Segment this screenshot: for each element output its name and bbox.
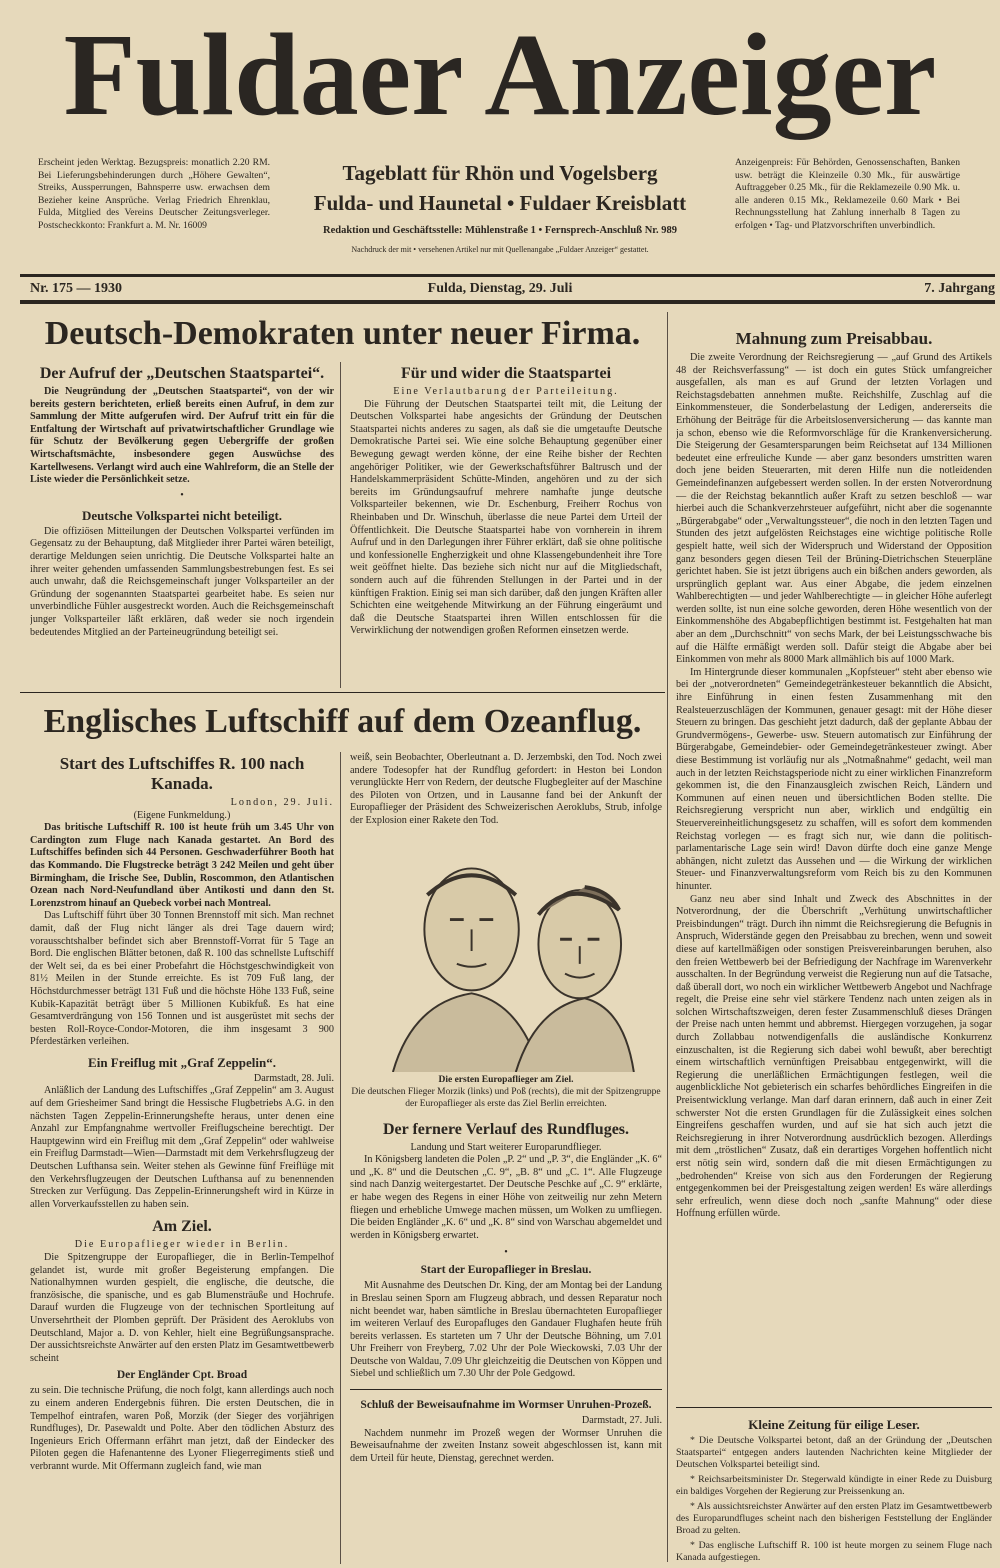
article-lead <box>30 822 334 910</box>
rule <box>676 1407 992 1408</box>
article-dateline: Darmstadt, 27. Juli. <box>581 1415 662 1427</box>
subscription-info: Erscheint jeden Werktag. Bezugspreis: monatlich 2.20 RM. Bei Lieferungsbehinderungen durch „Höhere Gewalten“, Streiks, Aussperrungen, Bahnsperre usw. erwachsen dem Bezieher keine Ansprüche. Verlag Friedrich Ehrenklau, Fulda, Mitglied des Vereins Deutscher Zeitungsverleger. Postscheckkonto: Frankfurt a. M. Nr. 16009 <box>38 157 270 231</box>
article-subhead: Der Engländer Cpt. Broad <box>116 1369 248 1382</box>
column-top-middle <box>350 362 662 688</box>
article-body <box>30 1252 334 1365</box>
article-title: Ein Freiflug mit „Graf Zeppelin“. <box>88 1054 276 1070</box>
article-body <box>350 1280 662 1381</box>
article-title: Schluß der Beweisaufnahme im Wormser Unruhen-Prozeß. <box>360 1399 652 1412</box>
paragraph: Das Luftschiff führt über 30 Tonnen Brennstoff mit sich. Man rechnet damit, daß der Flug nicht länger als drei Tage dauern wird; vorausschtshalber befindet sich aber Brennstoff-Vorrat für 5 Tage an Bord. Die englischen Blätter betonen, daß R. 100 das schnellste Luftschiff der Welt sei, da es bei einer Probefahrt die Höchstgeschwindigkeit von 81½ Meilen in der Stunde erreichte. Es ist 709 Fuß lang, der Höchstdurchmesser beträgt 131 Fuß und die höchste Höhe 133 Fuß, seine Kubik-Kapazität beträgt über 5 Millionen Kubikfuß. Es hat eine Gesamtverdrängung von 156 Tonnen und ist ausgerüstet mit sechs der besten Roll-Royce-Condor-Motoren, die ihm insgesamt 3 900 Pferdestärken verleihen. <box>30 910 334 1048</box>
paragraph: Die Spitzengruppe der Europaflieger, die in Berlin-Tempelhof gelandet ist, wurde mit großer Begeisterung empfangen. Die Nationalhymnen wurden gespielt, die englische, die deutsche, die französische, die spanische, und es gab Blumensträuße und Hochrufe. Darauf wurden die Flugzeuge von der technischen Sportleitung auf Unversehrtheit der Plomben geprüft. Der Präsident des Aeroklubs von Deutschland, Major a. D. von Kehler, hielt eine Begrüßungsansprache. Der aussichtsreichste Anwärter auf den ersten Platz im Gesamtwettbewerb scheint <box>30 1252 334 1364</box>
paragraph: Die Führung der Deutschen Staatspartei teilt mit, die Leitung der Deutschen Volkspartei habe angesichts der Gründung der Deutschen Staatspartei nichts anderes zu sagen, als daß sie die umgetaufte Deutsche Demokratische Partei sei. Wie eine solche Behauptung gegenüber einer Bewegung gewagt werden könne, der eine Reihe bisher der Rechten angehöriger Politiker, wie der Gewerkschaftsführer Baltrusch und der Handelskammerpräsident Schütte-Minden, angehören und zu der sich bereits im Gründungsaufruf mehrere namhafte junge deutsche Volksparteiler bekennen, wie Dr. Eschenburg, Freiherr Rochus von Rheinbaben und Dr. Winschuh, überlasse die neue Partei dem Urteil der Öffentlichkeit. Die Deutsche Staatspartei habe von vornherein in ihrem Aufruf und in den Darlegungen ihrer Führer erklärt, daß sie ohne politische und konfessionelle Engherzigkeit und ohne Klassengebundenheit ihre Tore weit geöffnet hielte. Das beziehe sich nicht nur auf die Mitgliedschaft, sondern auch auf die führenden Stellungen in der Partei und in der künftigen Fraktion. Einig sei man sich darüber, daß den jungen Kräften aller Schichten eine weitgehende Mitwirkung an der Führung eingeräumt und daß die Deutsche Staatspartei ihren Willen entschlossen für die Verwirklichung der notwendigen großen Reformen einsetzen werde. <box>350 398 662 637</box>
article-body <box>350 399 662 638</box>
paragraph: Die offiziösen Mitteilungen der Deutschen Volkspartei verfünden im Gegensatz zu der Behauptung, daß Mitglieder ihrer Partei wären beteiligt, derartige Meldungen seien unrichtig. Die Deutsche Volkspartei halte an ihrer weiter gehenden umfassenden Sammlungsbestrebungen fest. Es sei auch unwahr, daß die Reichsgemeinschaft junger Volksparteiler an der Gründung der sogenannten Staatspartei gearbeitet habe. Es seien nur unverbindliche Fühler ausgestreckt worden. Auch die Reichsgemeinschaft junger Volksparteiler läßt erklären, daß weder sie noch irgendein bedeutendes Mitglied an der Parteineugründung beteiligt sei. <box>30 525 334 638</box>
paragraph: Mit Ausnahme des Deutschen Dr. King, der am Montag bei der Landung in Breslau seinen Sporn am Flugzeug abbrach, und dessen Reparatur noch nicht beendet war, haben sämtliche in Breslau übernachteten Europaflieger im weiteren Verlauf des Europafluges den Gandauer Flughafen heute früh bereits verlassen. Es starteten um 7 Uhr der Deutsche Böhning, um 7.01 Uhr Freiherr von Freyberg, 7.02 Uhr der Pole Wieckowski, 7.03 Uhr der Deutsche von Waldau, 7.09 Uhr gleichzeitig die Deutschen von Köppen und Siebel und schließlich um 7.30 Uhr der Pole Gedgowd. <box>350 1280 662 1380</box>
paragraph: Nachdem nunmehr im Prozeß wegen der Wormser Unruhen die Beweisaufnahme der zweiten Instanz soweit abgeschlossen ist, kann mit dem Urteil für heute, Dienstag, gerechnet werden. <box>350 1427 662 1464</box>
rule <box>350 1389 662 1390</box>
article-body <box>30 1085 334 1211</box>
paragraph: In Königsberg landeten die Polen „P. 2“ und „P. 3“, die Engländer „K. 6“ und „K. 8“ und die Deutschen „C. 9“, „B. 8“ und „C. 1“. Alle Flugzeuge sind nach Danzig weitergestartet. Der Deutsche Peschke auf „C. 9“ erklärte, er habe wegen des Regens in einer Höhe von zeitweilig nur zehn Metern fliegen und erhebliche Umwege machen müssen, um Wolken zu umfliegen. Die beiden Engländer „K. 6“ und „K. 8“ sind von Warschau abgemeldet und werden in Königsberg erwartet. <box>350 1154 662 1241</box>
article-source: (Eigene Funkmeldung.) <box>133 809 231 821</box>
news-brief: * Als aussichtsreichster Anwärter auf den ersten Platz im Gesamtwettbewerb des Europarundfluges scheint nach den bisherigen Feststellung der Engländer Broad zu gelten. <box>676 1501 992 1536</box>
article-body <box>30 386 334 487</box>
article-body <box>350 1428 662 1466</box>
article-dateline: London, 29. Juli. <box>230 797 334 808</box>
article-body <box>350 1154 662 1242</box>
article-body <box>30 910 334 1049</box>
article-dateline: Darmstadt, 28. Juli. <box>253 1072 334 1084</box>
article-title: Für und wider die Staatspartei <box>400 365 612 382</box>
rule <box>20 692 665 693</box>
article-body <box>30 1385 334 1473</box>
photo-caption-title: Die ersten Europaflieger am Ziel. <box>438 1074 574 1085</box>
reprint-note: Nachdruck der mit • versehenen Artikel nur mit Quellenangabe „Fuldaer Anzeiger“ gestattet. <box>351 245 649 254</box>
headline-deutsch-demokraten: Deutsch-Demokraten unter neuer Firma. <box>44 315 641 352</box>
separator: • <box>180 489 184 501</box>
rule <box>20 300 995 304</box>
article-title: Am Ziel. <box>152 1218 212 1236</box>
article-subtitle: Eine Verlautbarung der Parteileitung. <box>393 386 619 397</box>
news-brief: * Das englische Luftschiff R. 100 ist heute morgen zu seinem Fluge nach Kanada aufgestiegen. <box>676 1540 992 1563</box>
paragraph: Die zweite Verordnung der Reichsregierung — „auf Grund des Artikels 48 der Reichsverfassung“ — ist doch ein gutes Stück umfangreicher ausgefallen, als man es auf Grund der letzten Vorlagen und Reichstagsdebatten annehmen mußte. Reichshilfe, Zuschlag auf die Einkommensteuer, die Sonderbelastung der Ledigen, andererseits die Erhöhung der Beiträge für die Arbeitslosenversicherung — das kannte man ja schon, ebenso wie die Reformvorschläge für die Krankenversicherung. Die Steigerung der Gesamtersparungen beim Reichsetat auf 134 Millionen bedeutet eine erfreuliche Kunde — aber ganz besonders umstritten waren doch jene beiden Steuerarten, mit deren Hilfe nun die notleidenden Gemeindefinanzen aufgebessert werden sollen. In der ersten Notverordnung — die der Reichstag bekanntlich außer Kraft zu setzen beschloß — war hierbei auch die Schankverzehrsteuer aufgeführt, nicht aber die sogenannte „Bürgerabgabe“ oder „Verwaltungssteuer“, die noch in den letzten Tagen und Stunden des jetzt aufgelösten Reichstages eine wichtige politische Rolle gespielt hatte, weil sich der Widerspruch und Widerstand der Opposition ganz besonders gegen diesen Teil der Brüning-Dietrichschen Steuerpläne gerichtet haben. Sie ist jetzt übrigens auch ein bißchen anders geworden, als ursprünglich geplant war. Aus einer Abgabe, die jedem einzelnen Wahlberechtigten — und jeder Wahlberechtigte — in gleicher Höhe auferlegt werden sollte, ist nun eine solche geworden, deren Höhe wesentlich von der Einkommenshöhe des Abgabepflichtigen bestimmt ist. Festgehalten hat man aber an dem „Durchschnitt“ von sechs Mark, der bei Leistungsschwache bis auf die Hälfte ermäßigt werden soll. Dafür steigt die Abgabe aber bei Einkommen von mehr als 8000 Mark allmählich bis auf 1000 Mark. <box>676 352 992 666</box>
paragraph: Im Hintergrunde dieser kommunalen „Kopfsteuer“ steht aber ebenso wie bei der „notverordneten“ Gemeindegetränkesteuer bekanntlich die Absicht, ihre Einführung in einen festen Zusammenhang mit den Realsteuerzuschlägen der Kommunen, genauer gesagt: mit der Höhe dieser Steuern zu bringen. Das geschieht jetzt dadurch, daß der geplante Abbau der Grundvermögens-, Gewerbe- usw. Steuern automatisch zur Einführung der Bürgerabgabe, Gemeindebier- oder Gemeindegetränkesteuer zwingt. Aber diese Bestimmung ist vorläufig nur als „Notmaßnahme“ gedacht, weil man auch in der letzten Reichstagsperiode nicht zu einer wirklichen Finanzreform gekommen ist, die den Finanzausgleich zwischen Reich, Ländern und Kommunen auf einen neuen und übersichtlichen Boden stellte. Die Reichsregierung verspricht nun aber, wirklich und endgültig ein Steuervereinheitlichungsgesetz zu schaffen, will es sofort dem kommenden Reichstag vorlegen — es fragt sich nur, wie dann die politisch-parlamentarische Lage sein wird! Davon dürfte doch eine ganze Menge abhängen, nicht zuletzt das Aussehen und — die Wirkung der wirklichen Steuer- und Finanzverwaltungsreform vom Reich bis zu den Kommunen hinunter. <box>676 666 992 892</box>
article-title: Start der Europaflieger in Breslau. <box>420 1264 592 1277</box>
news-brief: * Die Deutsche Volkspartei betont, daß an der Gründung der „Deutschen Staatspartei“ entgegen anders lautenden Nachrichten keine Mitglieder der Deutschen Volkspartei beteiligt sind. <box>676 1435 992 1470</box>
subtitle-2: Fulda- und Haunetal • Fuldaer Kreisblatt <box>313 191 687 215</box>
paragraph: weiß, sein Beobachter, Oberleutnant a. D. Jerzembski, den Tod. Noch zwei andere Todesopfer hat der Rundflug gefordert: in Heston bei London verunglückte Herr von Redern, der deutsche Flugbegleiter auf der Maschine des Piloten von Ortzen, und in Lausanne fand bei der Ankunft der Europaflieger der Präsident des Schweizerischen Aeroklubs, Strub, infolge der Explosion einer Rakete den Tod. <box>350 752 662 826</box>
article-title: Deutsche Volkspartei nicht beteiligt. <box>81 507 283 523</box>
column-right <box>676 326 992 1564</box>
article-body <box>30 526 334 639</box>
paragraph: Die Neugründung der „Deutschen Staatspartei“, von der wir bereits gestern berichteten, erließ bereits einen Aufruf, in dem zur Sammlung der Mitte aufgerufen wird. Der Aufruf tritt ein für die Entfaltung der Wirtschaft auf privatwirtschaftlicher Grundlage wie für Schutz der Bevölkerung gegen Uebergriffe der großen Wirtschaftsmächte, insbesondere gegen Auswüchse des Kartellwesens. Verlangt wird auch eine Wahlreform, die an Stelle der Liste wieder die Persönlichkeit setze. <box>30 386 334 486</box>
separator: • <box>504 1247 508 1259</box>
paragraph: Ganz neu aber sind Inhalt und Zweck des Abschnittes in der Notverordnung, der die Überschrift „Verhütung unwirtschaftlicher Preisbindungen“ trägt. Durch ihn nimmt die Reichsregierung die Befugnis in Anspruch, Widerstände gegen den Preisabbau zu brechen, wenn und soweit diese auf kartellmäßigen oder sonstigen Preisvereinbarungen beruhen, also den freien Wettbewerb bei der Befriedigung der Nachfrage im Warenverkehr ausschalten. In der Begründung verweist die Regierung nun auf die Tatsache, daß überall dort, wo noch ein wirklicher Wettbewerb Angebot und Nachfrage regelt, die Preise eine sehr viel stärkere Tendenz nach unten zeigen als in solchen Wirtschaftszweigen, deren fester Zusammenschluß dieses Drängen der Preise nach unten hemmt und abbremst. Hiergegen vorzugehen, ja sogar durch Zollabbau notwendigenfalls die ausländische Konkurrenz einzuschalten, ist die Regierung sich dabei wohl bewußt, aber berechtigt einem wirtschaftlich vernünftigen Preisabbau entgegenwirkt, will die Regierung die unerläßlichen Ermächtigungen festlegen, weil die augenblickliche Not gebieterisch ein scharfes behördliches Eingreifen in die Preisentwicklung verlange. Man darf daran erinnern, daß auch in einer Zeit schwerster Not die ersten Grundlagen für die Zulässigkeit eines solchen Eingreifens geschaffen wurden, und auf sie hat sich auch jetzt die Reichsregierung in ihrer Notverordnung ausdrücklich bezogen. Allerdings mit dem „tröstlichen“ Zusatz, daß ein derartiges Vorgehen hoffentlich nicht erst nötig sein wird, sondern daß die mit diesen Ermächtigungen zu „bedrohenden“ Kreise von sich aus den Forderungen der Regierung entgegenkommen bei der Preisgestaltung zeigen werden! Es wäre allerdings sehr erfreulich, wenn diese doch noch „sanfte Mahnung“ oder diese Hoffnung erfüllen würde. <box>676 893 992 1220</box>
rule <box>20 274 995 277</box>
article-body <box>676 352 992 1399</box>
volume: 7. Jahrgang <box>924 281 995 296</box>
column-divider <box>340 752 341 1564</box>
article-subtitle: Die Europaflieger wieder in Berlin. <box>74 1239 290 1251</box>
article-title: Kleine Zeitung für eilige Leser. <box>748 1417 920 1432</box>
column-bottom-left <box>30 752 334 1564</box>
photo-caption: Die deutschen Flieger Morzik (links) und Poß (rechts), die mit der Spitzengruppe der Europaflieger als erste das Ziel Berlin erreichten. <box>351 1086 661 1109</box>
article-title: Der fernere Verlauf des Rundfluges. <box>382 1120 630 1138</box>
headline-luftschiff: Englisches Luftschiff auf dem Ozeanflug. <box>43 703 642 740</box>
news-brief: * Reichsarbeitsminister Dr. Stegerwald kündigte in einer Rede zu Duisburg ein baldiges Vorgehen der Regierung zur Preissenkung an. <box>676 1474 992 1497</box>
subtitle-1: Tageblatt für Rhön und Vogelsberg <box>342 161 658 185</box>
article-body <box>350 752 662 828</box>
news-briefs <box>676 1435 992 1564</box>
advertising-prices: Anzeigenpreis: Für Behörden, Genossenschaften, Banken usw. beträgt die Kleinzeile 0.30 Mk., für auswärtige Auftraggeber 0.25 Mk., für die Reklamezeile 0.90 Mk. u. alle anderen 0.15 Mk., Reklamezeile 0.60 Mark • Bei Rechnungsstellung hat Zahlung innerhalb 8 Tagen zu erfolgen • Tag- und Platzvorschriften unverbindlich. <box>735 157 960 231</box>
paragraph: zu sein. Die technische Prüfung, die noch folgt, kann allerdings auch noch zu einem anderen Endergebnis führen. Die ersten Deutschen, die in Tempelhof eintrafen, waren Poß, Morzik (der Sieger des vorjährigen Rundfluges), Dr. Pasewaldt und Polte. Aber den tödlichen Absturz des Ingenieurs Erich Offermann erfährt man jetzt, daß der Eindecker des Piloten gegen die Hafenantenne des Lyoner Fliegerregiments stieß und verbrannt wurde. Mit Offermann zugleich fand, wie man <box>30 1385 334 1472</box>
photo-aviators <box>371 836 641 1072</box>
paragraph: Das britische Luftschiff R. 100 ist heute früh um 3.45 Uhr von Cardington zum Fluge nach Kanada gestartet. An Bord des Luftschiffes befinden sich 44 Personen. Geschwaderführer Booth hat das Kommando. Die Flugstrecke beträgt 3 242 Meilen und geht über Birmingham, die Irische See, Dublin, Roscommon, den Atlantischen Ozean nach Nord-Neufundland über Antikosti und dann den St. Lorenzstrom hinauf an Quebeck vorbei nach Montreal. <box>30 822 334 909</box>
editorial-address: Redaktion und Geschäftsstelle: Mühlenstraße 1 • Fernsprech-Anschluß Nr. 989 <box>323 225 677 236</box>
masthead-title: Fuldaer Anzeiger <box>63 9 937 140</box>
article-title: Der Aufruf der „Deutschen Staatspartei“. <box>39 365 325 382</box>
issue-number: Nr. 175 — 1930 <box>30 281 123 296</box>
paragraph: Anläßlich der Landung des Luftschiffes „Graf Zeppelin“ am 3. August auf dem Griesheimer Sand bringt die Hessische Flugbetriebs A.G. in den nächsten Tagen Zeppelin-Erinnerungshefte heraus, unter denen eine Anzahl zur Empfangnahme wertvoller Freiflugscheine berechtigt. Der Hauptgewinn wird ein Freiflug mit dem „Graf Zeppelin“ oder wahlweise ein Freiflug Darmstadt—Wien—Darmstadt mit dem Verkehrsflugzeug der Deutschen Lufthansa sein. Weiter stehen als Gewinne fünf Freiflüge mit den Verkehrsflugzeugen der Deutschen Lufthansa auf zu benennenden Strecken zur Verfügung. Das Zeppelin-Erinnerungsheft wird in Kürze in allen Vorverkaufsstellen zu haben sein. <box>30 1085 334 1210</box>
article-title: Mahnung zum Preisabbau. <box>735 329 933 348</box>
article-title: Start des Luftschiffes R. 100 nach Kanada. <box>59 754 305 793</box>
article-subtitle: Landung und Start weiterer Europarundflieger. <box>410 1141 602 1153</box>
column-divider <box>667 312 668 1562</box>
issue-date: Fulda, Dienstag, 29. Juli <box>427 281 573 296</box>
column-bottom-middle <box>350 752 662 1564</box>
column-top-left <box>30 362 334 688</box>
column-divider <box>340 362 341 688</box>
